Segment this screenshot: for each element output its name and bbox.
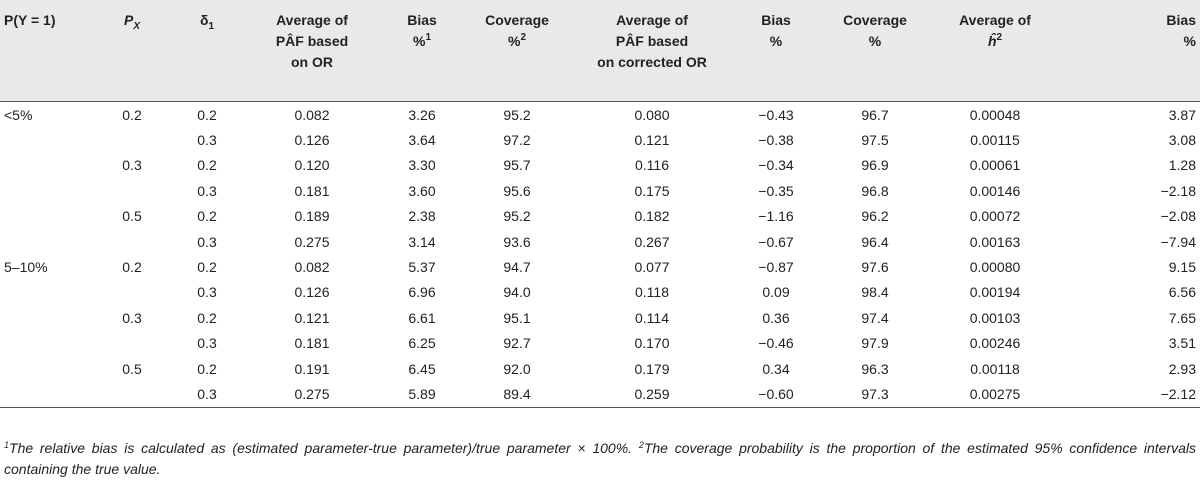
table-cell (0, 280, 92, 305)
table-cell (92, 127, 172, 152)
table-cell: 0.2 (122, 259, 142, 276)
table-cell (0, 356, 92, 381)
table-cell: 3.26 (408, 106, 436, 123)
table-cell: −2.08 (1160, 208, 1196, 225)
table-cell: 95.2 (503, 106, 531, 123)
table-cell: 97.2 (503, 132, 531, 149)
table-cell: 0.179 (634, 360, 670, 377)
table-cell: 0.126 (294, 132, 330, 149)
table-cell: 6.56 (1168, 284, 1196, 301)
table-body (0, 102, 1200, 408)
table-cell (0, 178, 92, 203)
table-cell: 0.00061 (969, 157, 1021, 174)
table-cell: 0.267 (634, 233, 670, 250)
table-cell: −0.67 (758, 233, 794, 250)
table-row (0, 305, 1200, 330)
table-cell: 97.9 (861, 335, 889, 352)
table-cell: −0.43 (758, 106, 794, 123)
table-cell: −0.87 (758, 259, 794, 276)
table-cell: 0.5 (122, 360, 142, 377)
table-row (0, 229, 1200, 254)
table-cell: 0.2 (197, 157, 217, 174)
header-avg-paf-or: Average of PÂF based on OR (242, 0, 382, 102)
table-row (0, 331, 1200, 356)
table-cell: 0.121 (294, 309, 330, 326)
table-cell: 0.118 (635, 284, 669, 301)
table-cell: 5.37 (408, 259, 436, 276)
table-cell: 95.7 (503, 157, 531, 174)
header-avg-h2: Average of $ĥ^2$ (930, 0, 1060, 102)
table-cell: 3.08 (1168, 132, 1196, 149)
table-cell: 96.2 (861, 208, 889, 225)
table-row (0, 254, 1200, 279)
table-cell: 0.181 (294, 335, 330, 352)
table-cell: 0.275 (242, 381, 382, 407)
table-cell: 0.2 (197, 360, 217, 377)
table-row (0, 204, 1200, 229)
table-cell: 0.00275 (930, 381, 1060, 407)
table-cell: 0.00048 (969, 106, 1021, 123)
table-cell: 0.181 (294, 182, 330, 199)
table-cell: 0.00194 (969, 284, 1021, 301)
table-cell: 0.116 (635, 157, 669, 174)
table-cell: 0.275 (294, 233, 330, 250)
table-cell: 92.7 (503, 335, 531, 352)
table-cell: 3.51 (1168, 335, 1196, 352)
table-cell: 0.120 (294, 157, 330, 174)
table-cell: 0.082 (294, 106, 330, 123)
table-cell: 3.64 (408, 132, 436, 149)
table-cell: 3.87 (1168, 106, 1196, 123)
table-cell (0, 127, 92, 152)
table-cell: 97.5 (861, 132, 889, 149)
table-cell: 6.96 (408, 284, 436, 301)
table-cell: 0.3 (122, 157, 142, 174)
table-cell: 96.9 (861, 157, 889, 174)
table-cell: 0.2 (197, 208, 217, 225)
table-cell: −0.35 (758, 182, 794, 199)
table-cell: 0.077 (634, 259, 670, 276)
table-cell: 0.3 (197, 233, 217, 250)
table-cell (0, 229, 92, 254)
table-cell: 0.34 (762, 360, 790, 377)
table-cell (0, 204, 92, 229)
table-cell: 0.00103 (969, 309, 1021, 326)
table-cell: 98.4 (861, 284, 889, 301)
table-cell: 0.259 (572, 381, 732, 407)
table-cell: 3.14 (408, 233, 436, 250)
table-cell: 94.0 (503, 284, 531, 301)
table-cell (0, 381, 92, 407)
table-cell: 0.00118 (970, 360, 1020, 377)
table-cell (92, 280, 172, 305)
table-cell: −2.18 (1160, 182, 1196, 199)
table-cell: 0.3 (197, 335, 217, 352)
table-cell: 0.170 (634, 335, 670, 352)
table-cell: 95.6 (503, 182, 531, 199)
table-cell: 0.5 (122, 208, 142, 225)
table-cell (0, 331, 92, 356)
table-cell: 1.28 (1168, 157, 1196, 174)
table-cell: 3.30 (408, 157, 436, 174)
table-cell: 97.4 (861, 309, 889, 326)
table-row (0, 102, 1200, 128)
table-cell: −0.60 (732, 381, 820, 407)
table-cell: 5.89 (382, 381, 462, 407)
table-cell (0, 305, 92, 330)
header-bias-3: Bias % (1060, 0, 1200, 102)
table-cell: 6.61 (408, 309, 436, 326)
table-cell: 0.00080 (969, 259, 1021, 276)
table-row (0, 356, 1200, 381)
table-cell: 92.0 (503, 360, 531, 377)
table-row (0, 153, 1200, 178)
table-cell: 93.6 (503, 233, 531, 250)
table-cell: 0.175 (634, 182, 670, 199)
table-cell: 96.7 (861, 106, 889, 123)
table-cell: 95.1 (503, 309, 531, 326)
table-cell: 0.080 (634, 106, 670, 123)
table-cell (0, 153, 92, 178)
table-cell: 6.25 (408, 335, 436, 352)
table-cell: 6.45 (408, 360, 436, 377)
table-cell: 0.2 (197, 106, 217, 123)
header-coverage-1: Coverage %$^2$ (462, 0, 572, 102)
table-cell: 97.3 (820, 381, 930, 407)
table-row (0, 280, 1200, 305)
table-cell: 7.65 (1168, 309, 1196, 326)
table-cell: <5% (4, 106, 33, 123)
header-avg-paf-corrected: Average of PÂF based on corrected OR (572, 0, 732, 102)
table-cell: 2.93 (1168, 360, 1196, 377)
table-row (0, 381, 1200, 407)
table-cell: −2.12 (1060, 381, 1200, 407)
table-cell (92, 331, 172, 356)
table-cell: 0.3 (197, 284, 217, 301)
header-delta: $\delta_1$ (172, 0, 242, 102)
table-cell: 0.00246 (969, 335, 1021, 352)
table-cell: 3.60 (408, 182, 436, 199)
table-row (0, 127, 1200, 152)
table-cell: 0.00115 (970, 132, 1020, 149)
table-cell: 94.7 (503, 259, 531, 276)
table-cell: −7.94 (1160, 233, 1196, 250)
table-row (0, 178, 1200, 203)
table-cell: 96.4 (861, 233, 889, 250)
table-cell: 2.38 (408, 208, 436, 225)
table-cell: 96.3 (861, 360, 889, 377)
table-cell: 0.2 (197, 309, 217, 326)
header-coverage-2: Coverage % (820, 0, 930, 102)
table-cell: 0.3 (197, 182, 217, 199)
table-cell: 89.4 (462, 381, 572, 407)
table-cell: 0.3 (122, 309, 142, 326)
table-cell: 0.114 (635, 309, 669, 326)
table-cell: 0.126 (294, 284, 330, 301)
table-cell: 0.09 (762, 284, 790, 301)
table-cell: 97.6 (861, 259, 889, 276)
table-cell: 95.2 (503, 208, 531, 225)
table-cell: 0.182 (634, 208, 670, 225)
table-cell (92, 381, 172, 407)
table-cell (92, 229, 172, 254)
table-cell: 0.00163 (969, 233, 1021, 250)
table-cell: 0.3 (172, 381, 242, 407)
table-cell: −0.38 (758, 132, 794, 149)
table-cell: 0.3 (197, 132, 217, 149)
table-cell: 0.2 (122, 106, 142, 123)
table-cell: −1.16 (758, 208, 794, 225)
table-cell: 0.082 (294, 259, 330, 276)
table-footnote: $^1$The relative bias is calculated as (estimated parameter-true parameter)/true parameter × 100%. $^2$The coverage probability is the proportion of the estimated 95% confidence intervals containing the true value. (4, 440, 1196, 477)
header-px: $P_X$ (92, 0, 172, 102)
table-cell: 0.191 (294, 360, 330, 377)
header-bias-2: Bias % (732, 0, 820, 102)
header-bias-1: Bias %$^1$ (382, 0, 462, 102)
table-header (0, 0, 1200, 102)
table-cell: 0.00072 (969, 208, 1021, 225)
table-cell: 96.8 (861, 182, 889, 199)
table-cell: 0.189 (294, 208, 330, 225)
table-cell: 0.00146 (969, 182, 1021, 199)
table-cell: −0.34 (758, 157, 794, 174)
table-cell: −0.46 (758, 335, 794, 352)
table-cell: 5–10% (4, 259, 48, 276)
table-cell: 0.121 (634, 132, 670, 149)
header-prevalence: P(Y = 1) (0, 0, 92, 102)
table-cell (92, 178, 172, 203)
table-cell: 0.36 (762, 309, 790, 326)
table-cell: 9.15 (1168, 259, 1196, 276)
table-cell: 0.2 (197, 259, 217, 276)
